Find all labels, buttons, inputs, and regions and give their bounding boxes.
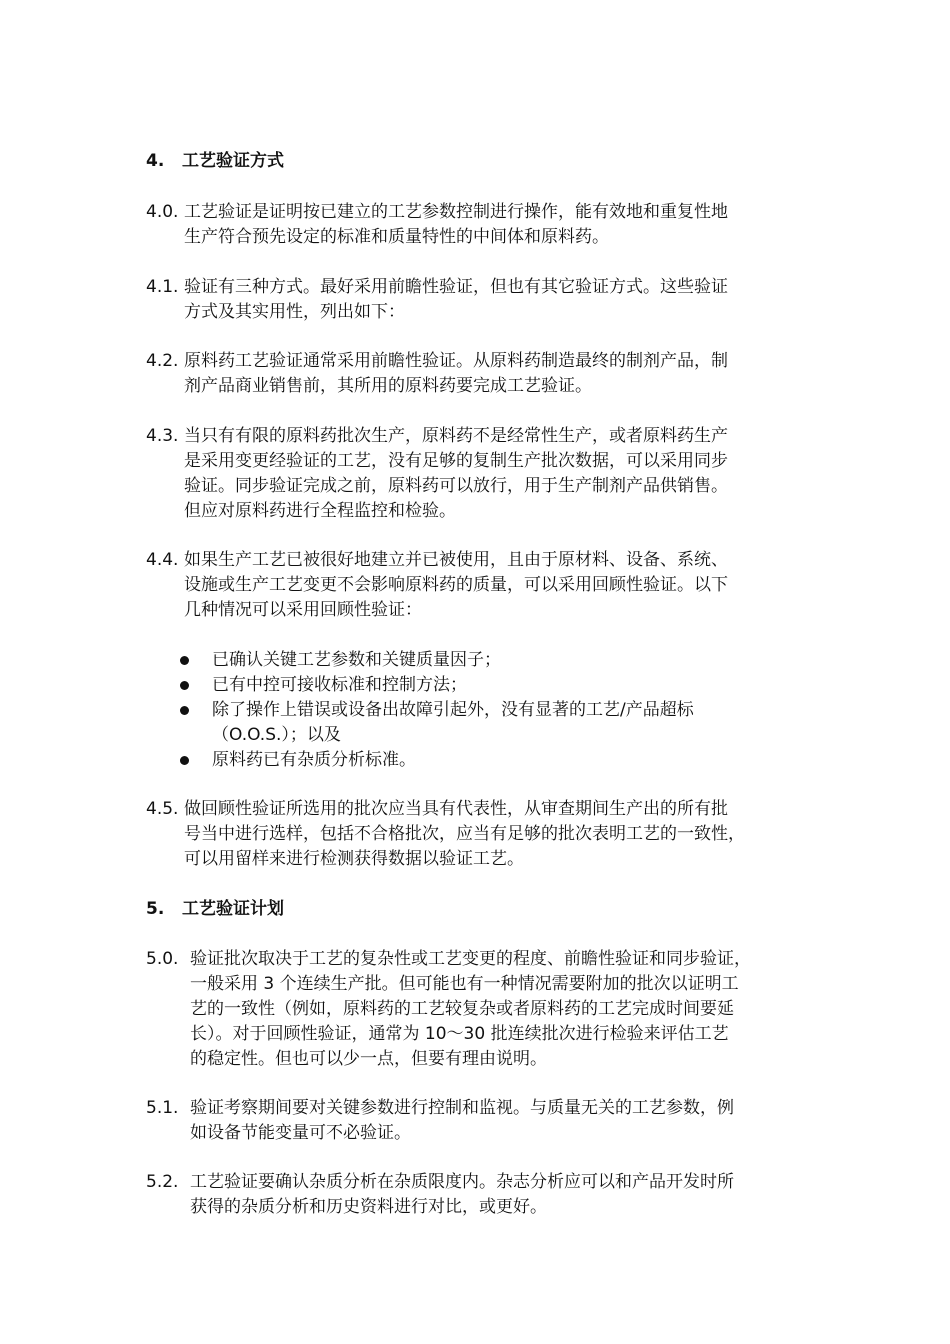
- paragraph-number: 4.3.: [146, 426, 179, 446]
- paragraph-line: 但应对原料药进行全程监控和检验。: [184, 501, 456, 521]
- paragraph-line: 验证批次取决于工艺的复杂性或工艺变更的程度、前瞻性验证和同步验证，: [190, 949, 751, 969]
- paragraph-4-5: [146, 797, 810, 872]
- section-5-heading: [146, 897, 284, 922]
- paragraph-4-1: [146, 275, 810, 325]
- paragraph-4-4: [146, 548, 810, 623]
- list-item: [180, 648, 810, 673]
- paragraph-number: 4.5.: [146, 799, 179, 819]
- bullet-icon: [180, 681, 189, 690]
- paragraph-line: 剂产品商业销售前，其所用的原料药要完成工艺验证。: [184, 376, 592, 396]
- paragraph-line: 如设备节能变量可不必验证。: [190, 1123, 411, 1143]
- paragraph-number: 4.2.: [146, 351, 179, 371]
- paragraph-line: 验证考察期间要对关键参数进行控制和监视。与质量无关的工艺参数，例: [190, 1098, 734, 1118]
- section-title: 工艺验证计划: [182, 899, 284, 919]
- paragraph-line: 获得的杂质分析和历史资料进行对比，或更好。: [190, 1197, 547, 1217]
- paragraph-number: 5.0.: [146, 949, 179, 969]
- paragraph-line: 可以用留样来进行检测获得数据以验证工艺。: [184, 849, 524, 869]
- paragraph-line: 号当中进行选样，包括不合格批次，应当有足够的批次表明工艺的一致性，: [184, 824, 745, 844]
- paragraph-number: 4.4.: [146, 550, 179, 570]
- list-item: [180, 673, 810, 698]
- list-item-line: 已有中控可接收标准和控制方法；: [212, 675, 467, 695]
- section-number: 5.: [146, 899, 165, 919]
- paragraph-line: 几种情况可以采用回顾性验证：: [184, 600, 422, 620]
- list-item-line: 已确认关键工艺参数和关键质量因子；: [212, 650, 501, 670]
- paragraph-number: 5.1.: [146, 1098, 179, 1118]
- paragraph-line: 做回顾性验证所选用的批次应当具有代表性，从审查期间生产出的所有批: [184, 799, 728, 819]
- list-item: [180, 698, 810, 748]
- paragraph-5-1: [146, 1096, 810, 1146]
- list-item-line: 原料药已有杂质分析标准。: [212, 750, 416, 770]
- paragraph-4-2: [146, 349, 810, 399]
- section-title: 工艺验证方式: [182, 151, 284, 171]
- paragraph-line: 工艺验证要确认杂质分析在杂质限度内。杂志分析应可以和产品开发时所: [190, 1172, 734, 1192]
- retrospective-conditions-list: [180, 648, 810, 773]
- paragraph-line: 当只有有限的原料药批次生产，原料药不是经常性生产，或者原料药生产: [184, 426, 728, 446]
- paragraph-line: 如果生产工艺已被很好地建立并已被使用，且由于原材料、设备、系统、: [184, 550, 728, 570]
- paragraph-line: 生产符合预先设定的标准和质量特性的中间体和原料药。: [184, 227, 609, 247]
- paragraph-line: 艺的一致性（例如，原料药的工艺较复杂或者原料药的工艺完成时间要延: [190, 999, 734, 1019]
- section-4-heading: [146, 149, 284, 174]
- bullet-icon: [180, 706, 189, 715]
- paragraph-line: 验证。同步验证完成之前，原料药可以放行，用于生产制剂产品供销售。: [184, 476, 728, 496]
- paragraph-number: 4.1.: [146, 277, 179, 297]
- list-item-line: （O.O.S.）；以及: [212, 725, 341, 745]
- paragraph-line: 方式及其实用性，列出如下：: [184, 302, 405, 322]
- paragraph-4-3: [146, 424, 810, 524]
- section-number: 4.: [146, 151, 165, 171]
- paragraph-5-2: [146, 1170, 810, 1220]
- paragraph-line: 设施或生产工艺变更不会影响原料药的质量，可以采用回顾性验证。以下: [184, 575, 728, 595]
- paragraph-line: 原料药工艺验证通常采用前瞻性验证。从原料药制造最终的制剂产品，制: [184, 351, 728, 371]
- bullet-icon: [180, 656, 189, 665]
- paragraph-4-0: [146, 200, 810, 250]
- list-item-line: 除了操作上错误或设备出故障引起外，没有显著的工艺/产品超标: [212, 700, 694, 720]
- paragraph-5-0: [146, 947, 810, 1072]
- paragraph-number: 5.2.: [146, 1172, 179, 1192]
- paragraph-line: 工艺验证是证明按已建立的工艺参数控制进行操作，能有效地和重复性地: [184, 202, 728, 222]
- paragraph-number: 4.0.: [146, 202, 179, 222]
- list-item: [180, 748, 810, 773]
- bullet-icon: [180, 756, 189, 765]
- paragraph-line: 一般采用 3 个连续生产批。但可能也有一种情况需要附加的批次以证明工: [190, 974, 739, 994]
- paragraph-line: 验证有三种方式。最好采用前瞻性验证，但也有其它验证方式。这些验证: [184, 277, 728, 297]
- paragraph-line: 长）。对于回顾性验证，通常为 10～30 批连续批次进行检验来评估工艺: [190, 1024, 729, 1044]
- paragraph-line: 的稳定性。但也可以少一点，但要有理由说明。: [190, 1049, 547, 1069]
- paragraph-line: 是采用变更经验证的工艺，没有足够的复制生产批次数据，可以采用同步: [184, 451, 728, 471]
